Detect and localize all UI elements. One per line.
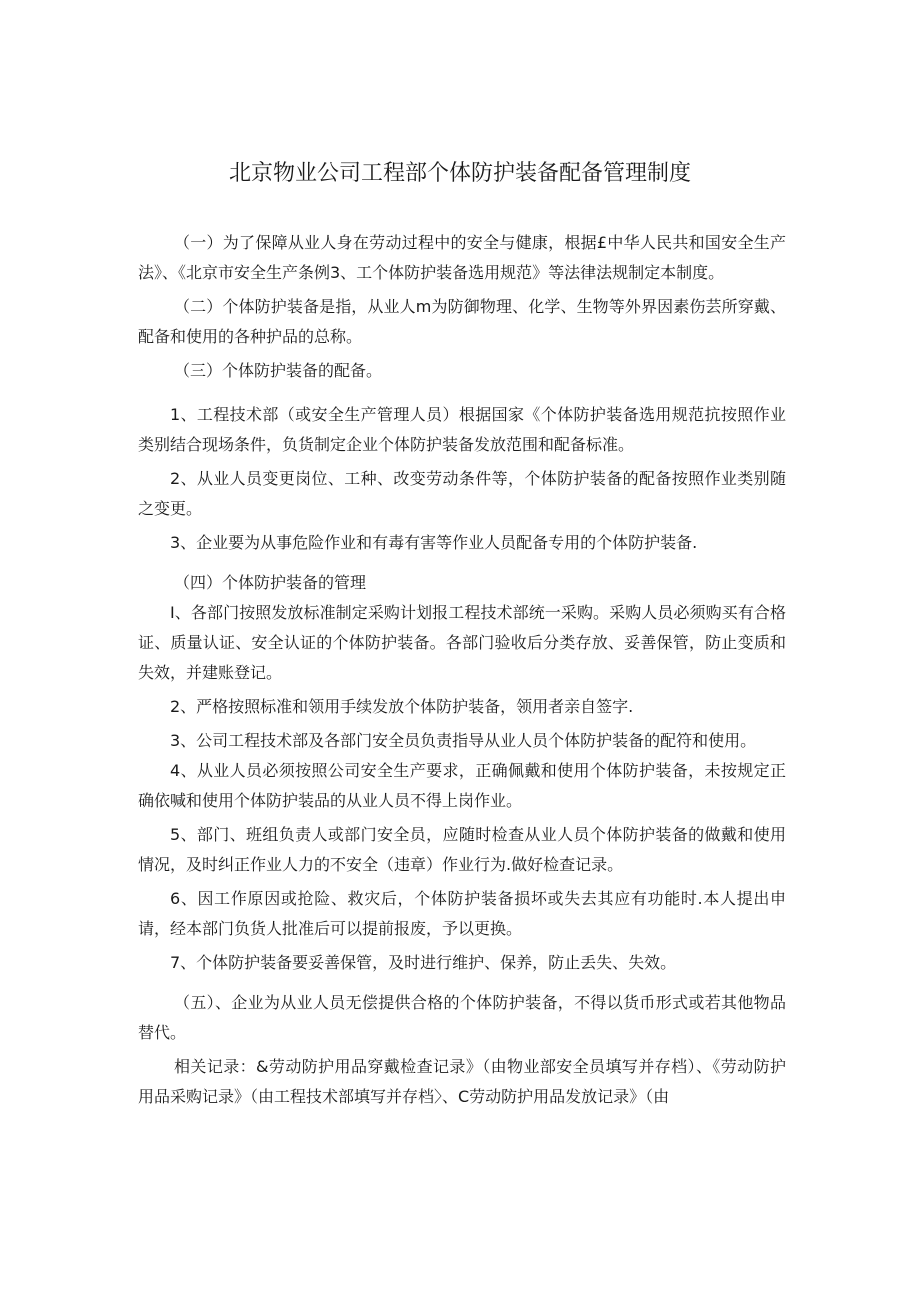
document-body	[138, 228, 786, 1112]
paragraph-9: 2、严格按照标准和领用手续发放个体防护装备，领用者亲自签字.	[170, 697, 634, 716]
paragraph-4: 1、工程技术部（或安全生产管理人员）根据国家《个体防护装备选用规范抗按照作业类别结合现场条件，负货制定企业个体防护装备发放范围和配备标准。	[138, 405, 786, 454]
paragraph-1: （一）为了保障从业人身在劳动过程中的安全与健康，根据£中华人民共和国安全生产法》、《北京市安全生产条例3、工个体防护装备选用规范》等法律法规制定本制度。	[138, 233, 786, 282]
paragraph-8: I、各部门按照发放标准制定采购计划报工程技术部统一采购。采购人员必须购买有合格证、质量认证、安全认证的个体防护装备。各部门验收后分类存放、妥善保管，防止变质和失效，并建账登记。	[138, 603, 786, 682]
paragraph-15: （五）、企业为从业人员无偿提供合格的个体防护装备，不得以货币形式或若其他物品替代。	[138, 993, 786, 1042]
paragraph-12: 5、部门、班组负责人或部门安全员，应随时检查从业人员个体防护装备的做戴和使用情况，及时纠正作业人力的不安全（违章）作业行为.做好检查记录。	[138, 825, 786, 874]
document-title: 北京物业公司工程部个体防护装备配备管理制度	[228, 161, 691, 186]
paragraph-13: 6、因工作原因或抢险、救灾后，个体防护装备损坏或失去其应有功能时.本人提出申请，经本部门负货人批准后可以提前报废，予以更换。	[138, 889, 786, 938]
paragraph-2: （二）个体防护装备是指，从业人m为防御物理、化学、生物等外界因素伤芸所穿戴、配备和使用的各种护品的总称。	[138, 297, 786, 346]
paragraph-5: 2、从业人员变更岗位、工种、改变劳动条件等，个体防护装备的配备按照作业类别随之变更。	[138, 469, 786, 518]
paragraph-16: 相关记录：&劳动防护用品穿戴检查记录》（由物业部安全员填写并存档）、《劳动防护用品采购记录》（由工程技术部填写并存档〉、C劳动防护用品发放记录》（由	[138, 1057, 786, 1106]
paragraph-10: 3、公司工程技术部及各部门安全员负责指导从业人员个体防护装备的配符和使用。	[170, 731, 757, 750]
paragraph-14: 7、个体防护装备要妥善保管，及时进行维护、保养，防止丢失、失效。	[170, 953, 677, 972]
paragraph-6: 3、企业要为从事危险作业和有毒有害等作业人员配备专用的个体防护装备.	[170, 533, 698, 552]
paragraph-11: 4、从业人员必须按照公司安全生产要求，正确佩戴和使用个体防护装备，未按规定正确依喊和使用个体防护装品的从业人员不得上岗作业。	[138, 761, 786, 810]
paragraph-7: （四）个体防护装备的管理	[174, 573, 367, 592]
paragraph-3: （三）个体防护装备的配备。	[174, 361, 383, 380]
